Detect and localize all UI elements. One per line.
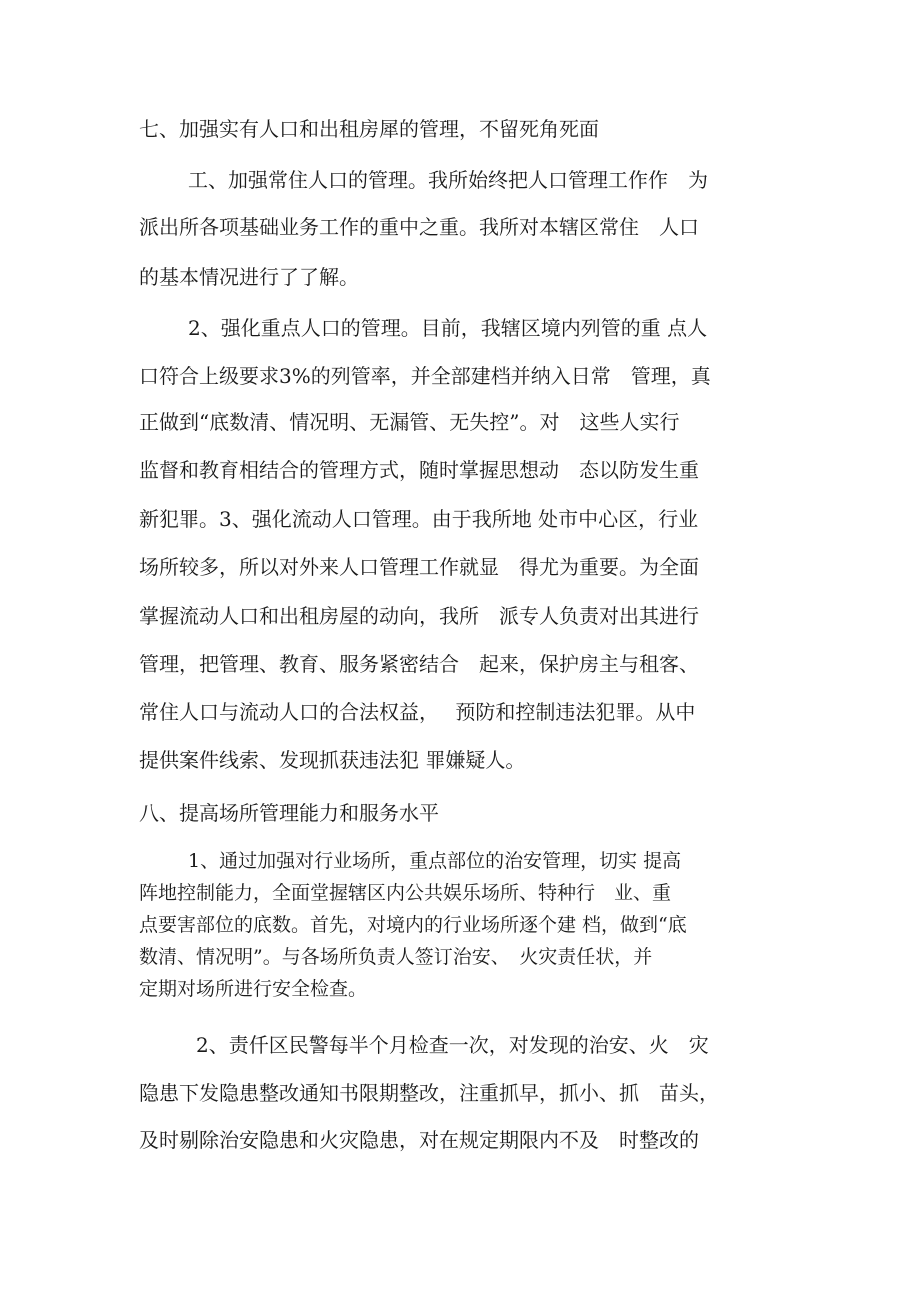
- text-line: 派出所各项基础业务工作的重中之重。我所对本辖区常住 人口: [139, 215, 699, 239]
- text-line: 的基本情况进行了了解。: [139, 265, 359, 289]
- text-line: 新犯罪。3、强化流动人口管理。由于我所地 处市中心区，行业: [139, 507, 699, 531]
- text-line: 点要害部位的底数。首先，对境内的行业场所逐个建 档，做到“底: [139, 914, 687, 936]
- text-line: 数清、情况明”。与各场所负责人签订治安、 火灾责任状，并: [139, 946, 653, 968]
- text-line: 阵地控制能力，全面堂握辖区内公共娱乐场所、特种行 业、重: [139, 882, 672, 904]
- text-line: 口符合上级要求3%的列管率，并全部建档并纳入日常 管理，真: [139, 364, 711, 388]
- text-line: 掌握流动人口和出租房屋的动向，我所 派专人负责对出其进行: [139, 604, 699, 628]
- text-line: 1、通过加强对行业场所，重点部位的治安管理，切实 提高: [188, 850, 682, 872]
- text-line: 提供案件线索、发现抓获违法犯 罪嫌疑人。: [139, 748, 526, 772]
- text-line: 正做到“底数清、情况明、无漏管、无失控”。对 这些人实行: [139, 410, 680, 434]
- text-line: 监督和教育相结合的管理方式，随时掌握思想动 态以防发生重: [139, 458, 699, 482]
- text-line: 隐患下发隐患整改通知书限期整改，注重抓早，抓小、抓 苗头，: [139, 1081, 719, 1105]
- section-7-heading: 七、加强实有人口和出租房犀的管理，不留死角死面: [139, 117, 599, 141]
- text-line: 2、责仟区民警每半个月检查一次，对发现的治安、火 灾: [196, 1033, 709, 1057]
- text-line: 场所较多，所以对外来人口管理工作就显 得尤为重要。为全面: [139, 555, 699, 579]
- text-line: 工、加强常住人口的管理。我所始终把人口管理工作作 为: [188, 168, 708, 192]
- section-8-heading: 八、提高场所管理能力和服务水平: [139, 801, 439, 825]
- text-line: 定期对场所进行安全检查。: [139, 978, 368, 1000]
- text-line: 管理，把管理、教育、服务紧密结合 起来，保护房主与租客、: [139, 652, 699, 676]
- text-line: 及时剔除治安隐患和火灾隐患，对在规定期限内不及 时整改的: [139, 1128, 699, 1152]
- text-line: 常住人口与流动人口的合法权益， 预防和控制违法犯罪。从中: [139, 700, 696, 724]
- text-line: 2、强化重点人口的管理。目前，我辖区境内列管的重 点人: [188, 316, 708, 340]
